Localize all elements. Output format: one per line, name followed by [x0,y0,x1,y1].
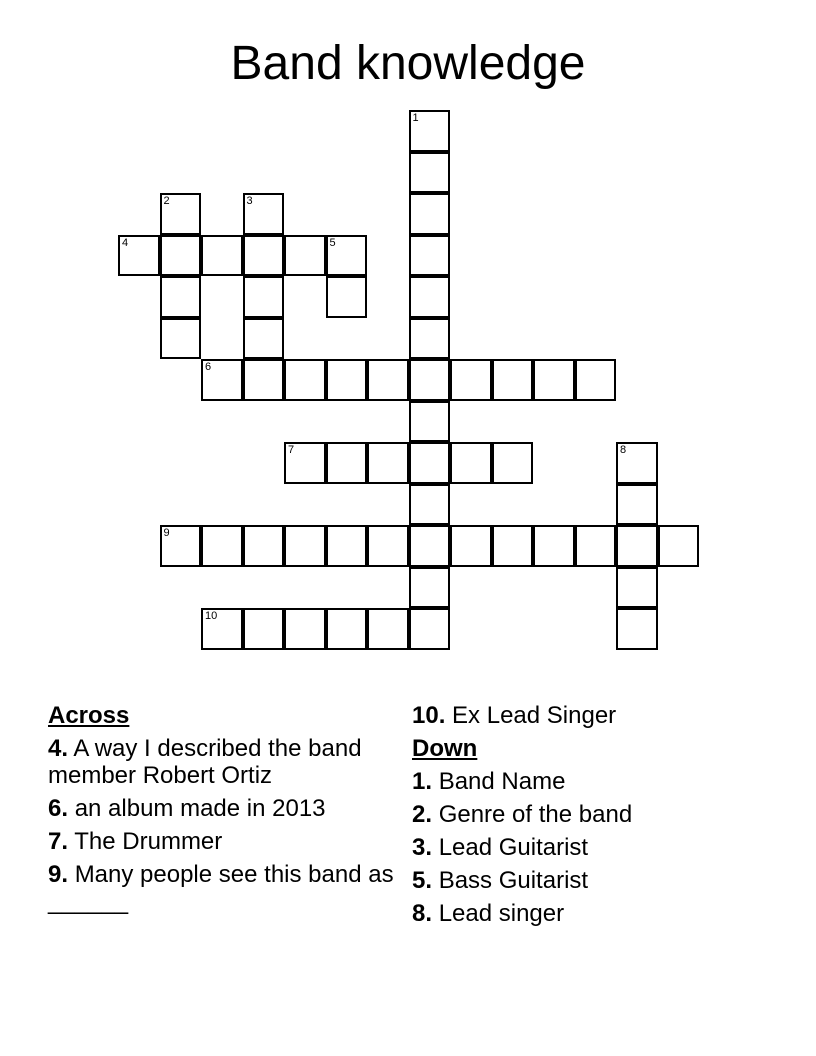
clues-column-right [412,702,792,933]
clue-number: 2 [163,195,170,207]
grid-cell[interactable] [201,359,243,401]
clue-number: 3 [246,195,253,207]
grid-cell[interactable] [409,401,451,443]
across-clue-7: 7. The Drummer [48,828,223,855]
grid-cell[interactable] [409,442,451,484]
down-clue-3: 3. Lead Guitarist [412,834,589,861]
grid-cell[interactable] [160,525,202,567]
grid-cell[interactable] [284,608,326,650]
grid-cell[interactable] [492,442,534,484]
grid-cell[interactable] [367,525,409,567]
across-clue-10: 10. Ex Lead Singer [412,702,617,729]
grid-cell[interactable] [243,318,285,360]
grid-cell[interactable] [450,442,492,484]
grid-cell[interactable] [409,235,451,277]
clue-number: 4 [122,236,129,249]
grid-cell[interactable] [160,235,202,277]
grid-cell[interactable] [409,276,451,318]
grid-cell[interactable] [575,359,617,401]
down-clue-1: 1. Band Name [412,768,566,795]
grid-cell[interactable] [658,525,700,567]
grid-cell[interactable] [243,359,285,401]
grid-cell[interactable] [492,525,534,567]
across-clue-6: 6. an album made in 2013 [48,795,326,822]
grid-cell[interactable] [409,484,451,526]
grid-cell[interactable] [118,235,160,277]
grid-cell[interactable] [160,318,202,360]
grid-cell[interactable] [243,525,285,567]
grid-cell[interactable] [409,567,451,609]
grid-cell[interactable] [492,359,534,401]
grid-cell[interactable] [284,525,326,567]
grid-cell[interactable] [326,525,368,567]
grid-cell[interactable] [409,152,451,194]
clue-number: 10 [205,610,218,622]
grid-cell[interactable] [575,525,617,567]
grid-cell[interactable] [201,235,243,277]
grid-cell[interactable] [326,235,368,277]
clue-number: 7 [288,444,295,456]
grid-cell[interactable] [616,567,658,609]
grid-cell[interactable] [367,359,409,401]
clue-number: 9 [163,527,170,539]
grid-cell[interactable] [616,608,658,650]
grid-cell[interactable] [409,608,451,650]
clue-number: 1 [412,112,419,124]
clue-number: 8 [620,444,627,456]
down-clue-5: 5. Bass Guitarist [412,867,589,894]
grid-cell[interactable] [201,525,243,567]
grid-cell[interactable] [284,442,326,484]
clue-number: 6 [205,361,212,373]
grid-cell[interactable] [326,359,368,401]
grid-cell[interactable] [409,318,451,360]
grid-cell[interactable] [243,276,285,318]
grid-cell[interactable] [367,608,409,650]
across-heading: Across [48,702,130,729]
grid-cell[interactable] [243,608,285,650]
across-clue-9: 9. Many people see this band as ______ [48,861,394,915]
grid-cell[interactable] [409,110,451,152]
grid-cell[interactable] [326,608,368,650]
grid-cell[interactable] [533,359,575,401]
grid-cell[interactable] [616,525,658,567]
down-heading: Down [412,735,478,762]
grid-cell[interactable] [616,484,658,526]
grid-cell[interactable] [326,442,368,484]
grid-cell[interactable] [533,525,575,567]
grid-cell[interactable] [160,276,202,318]
down-clue-8: 8. Lead singer [412,900,565,927]
grid-cell[interactable] [409,193,451,235]
grid-cell[interactable] [243,193,285,235]
grid-cell[interactable] [450,359,492,401]
across-clue-4: 4. A way I described the band member Robert Ortiz [48,735,362,789]
grid-cell[interactable] [201,608,243,650]
grid-cell[interactable] [616,442,658,484]
down-clue-2: 2. Genre of the band [412,801,633,828]
puzzle-title: Band knowledge [230,37,586,90]
grid-cell[interactable] [326,276,368,318]
grid-cell[interactable] [450,525,492,567]
grid-cell[interactable] [367,442,409,484]
grid-cell[interactable] [284,359,326,401]
grid-cell[interactable] [284,235,326,277]
grid-cell[interactable] [160,193,202,235]
clues-column-left [48,702,398,921]
grid-cell[interactable] [409,525,451,567]
grid-cell[interactable] [409,359,451,401]
clue-number: 5 [329,236,336,249]
grid-cell[interactable] [243,235,285,277]
